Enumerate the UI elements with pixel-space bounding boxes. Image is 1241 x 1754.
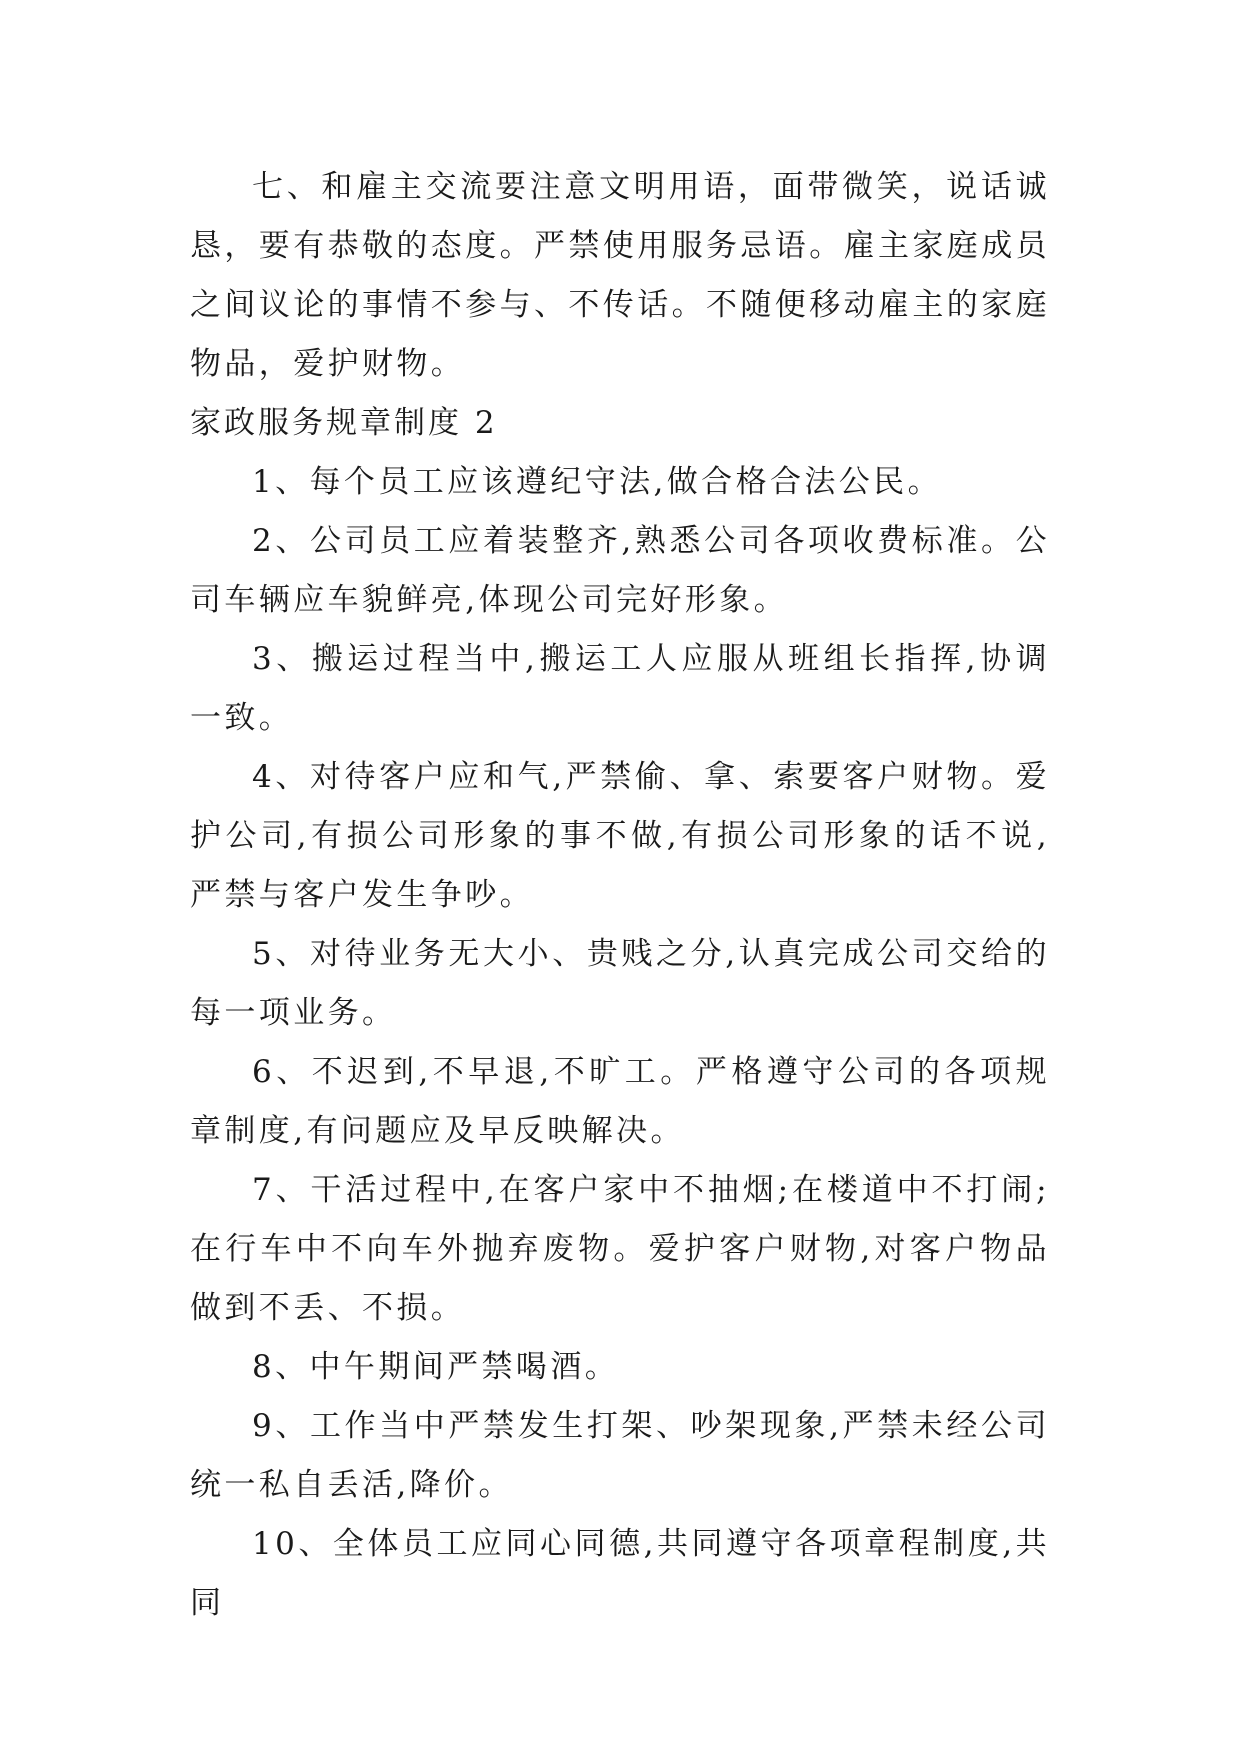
- paragraph-item-7: 七、和雇主交流要注意文明用语，面带微笑，说话诚恳，要有恭敬的态度。严禁使用服务忌语。雇主家庭成员之间议论的事情不参与、不传话。不随便移动雇主的家庭物品，爱护财物。: [190, 169, 1050, 382]
- section-title: 家政服务规章制度 2: [190, 405, 498, 441]
- rule-item-2: 2、公司员工应着装整齐,熟悉公司各项收费标准。公司车辆应车貌鲜亮,体现公司完好形象。: [190, 523, 1050, 618]
- rule-item-5: 5、对待业务无大小、贵贱之分,认真完成公司交给的每一项业务。: [190, 936, 1050, 1031]
- rule-item-7: 7、干活过程中,在客户家中不抽烟;在楼道中不打闹;在行车中不向车外抛弃废物。爱护客户财物,对客户物品做到不丢、不损。: [190, 1172, 1050, 1326]
- rule-item-10: 10、全体员工应同心同德,共同遵守各项章程制度,共同: [190, 1526, 1050, 1621]
- rule-item-3: 3、搬运过程当中,搬运工人应服从班组长指挥,协调一致。: [190, 641, 1050, 736]
- document-body: [190, 158, 1050, 1633]
- rule-item-8: 8、中午期间严禁喝酒。: [252, 1349, 620, 1385]
- rule-item-4: 4、对待客户应和气,严禁偷、拿、索要客户财物。爱护公司,有损公司形象的事不做,有损公司形象的话不说,严禁与客户发生争吵。: [190, 759, 1050, 913]
- rule-item-1: 1、每个员工应该遵纪守法,做合格合法公民。: [252, 464, 942, 500]
- rule-item-6: 6、不迟到,不早退,不旷工。严格遵守公司的各项规章制度,有问题应及早反映解决。: [190, 1054, 1050, 1149]
- rule-item-9: 9、工作当中严禁发生打架、吵架现象,严禁未经公司统一私自丢活,降价。: [190, 1408, 1050, 1503]
